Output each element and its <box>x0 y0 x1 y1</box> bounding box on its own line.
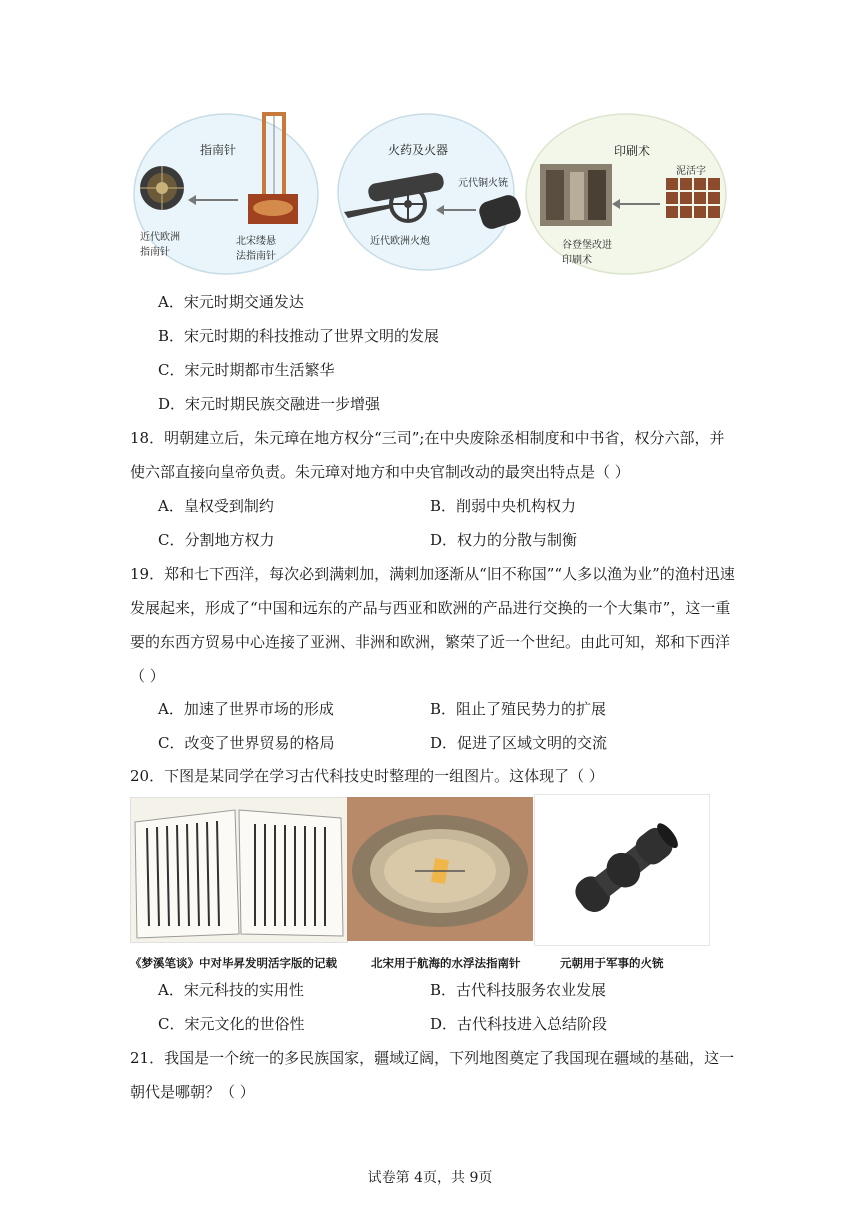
q21-stem-line2: 朝代是哪朝？（ ） <box>130 1083 255 1101</box>
q17-option-d: D．宋元时期民族交融进一步增强 <box>158 395 381 413</box>
q20-caption-1: 《梦溪笔谈》中对毕昇发明活字版的记载 <box>130 956 337 970</box>
panel1-label-right: 北宋缕悬 法指南针 <box>236 236 276 262</box>
q17-option-c: C．宋元时期都市生活繁华 <box>158 361 335 379</box>
book-illustration <box>131 798 347 942</box>
q20-image-compass <box>347 797 533 941</box>
q19-stem-line1: 19．郑和七下西洋，每次必到满剌加，满剌加逐渐从“旧不称国”“人多以渔为业”的渔村迅速 <box>130 565 735 583</box>
q18-option-a: A．皇权受到制约 <box>158 497 274 515</box>
panel3-title: 印刷术 <box>614 144 651 158</box>
panel1-label-left: 近代欧洲 指南针 <box>140 232 180 258</box>
q20-option-b: B．古代科技服务农业发展 <box>430 981 607 999</box>
q19-stem-line2: 发展起来，形成了“中国和远东的产品与西亚和欧洲的产品进行交换的一个大集市”，这一重 <box>130 599 731 617</box>
q20-stem-line1: 20．下图是某同学在学习古代科技史时整理的一组图片。这体现了（ ） <box>130 767 604 785</box>
q20-option-c: C．宋元文化的世俗性 <box>158 1015 305 1033</box>
panel3-label-right: 泥活字 <box>676 166 706 177</box>
q19-option-c: C．改变了世界贸易的格局 <box>158 734 335 752</box>
q18-option-d: D．权力的分散与制衡 <box>430 531 578 549</box>
panel2-label-bottom: 近代欧洲火炮 <box>370 236 430 247</box>
q18-option-c: C．分割地方权力 <box>158 531 275 549</box>
q17-option-b: B．宋元时期的科技推动了世界文明的发展 <box>158 327 440 345</box>
q19-stem-line4: （ ） <box>130 667 165 685</box>
top-figure-art <box>130 108 730 280</box>
q18-stem-line2: 使六部直接向皇帝负责。朱元璋对地方和中央官制改动的最突出特点是（ ） <box>130 463 630 481</box>
q20-caption-3: 元朝用于军事的火铳 <box>560 956 664 970</box>
q19-stem-line3: 要的东西方贸易中心连接了亚洲、非洲和欧洲，繁荣了近一个世纪。由此可知，郑和下西洋 <box>130 633 731 651</box>
water-compass-illustration <box>347 797 533 941</box>
q20-option-a: A．宋元科技的实用性 <box>158 981 304 999</box>
panel2-title: 火药及火器 <box>388 143 449 157</box>
q19-option-b: B．阻止了殖民势力的扩展 <box>430 700 607 718</box>
q17-option-a: A．宋元时期交通发达 <box>158 293 304 311</box>
top-figure <box>130 108 730 280</box>
q20-image-huochong <box>534 794 710 946</box>
panel2-label-right: 元代铜火铳 <box>458 178 508 189</box>
panel1-title: 指南针 <box>200 143 237 157</box>
q19-option-a: A．加速了世界市场的形成 <box>158 700 334 718</box>
q18-option-b: B．削弱中央机构权力 <box>430 497 577 515</box>
huochong-illustration <box>535 795 709 945</box>
panel3-label-bottom: 谷登堡改进 印刷术 <box>562 240 612 266</box>
q19-option-d: D．促进了区域文明的交流 <box>430 734 608 752</box>
q20-caption-2: 北宋用于航海的水浮法指南针 <box>371 956 521 970</box>
page-footer: 试卷第 4页，共 9页 <box>367 1170 493 1186</box>
q20-option-d: D．古代科技进入总结阶段 <box>430 1015 608 1033</box>
q18-stem-line1: 18．明朝建立后，朱元璋在地方权分“三司”;在中央废除丞相制度和中书省，权分六部，并 <box>130 429 725 447</box>
q21-stem-line1: 21．我国是一个统一的多民族国家，疆域辽阔，下列地图奠定了我国现在疆域的基础，这一 <box>130 1049 735 1067</box>
q20-image-book <box>130 797 348 943</box>
